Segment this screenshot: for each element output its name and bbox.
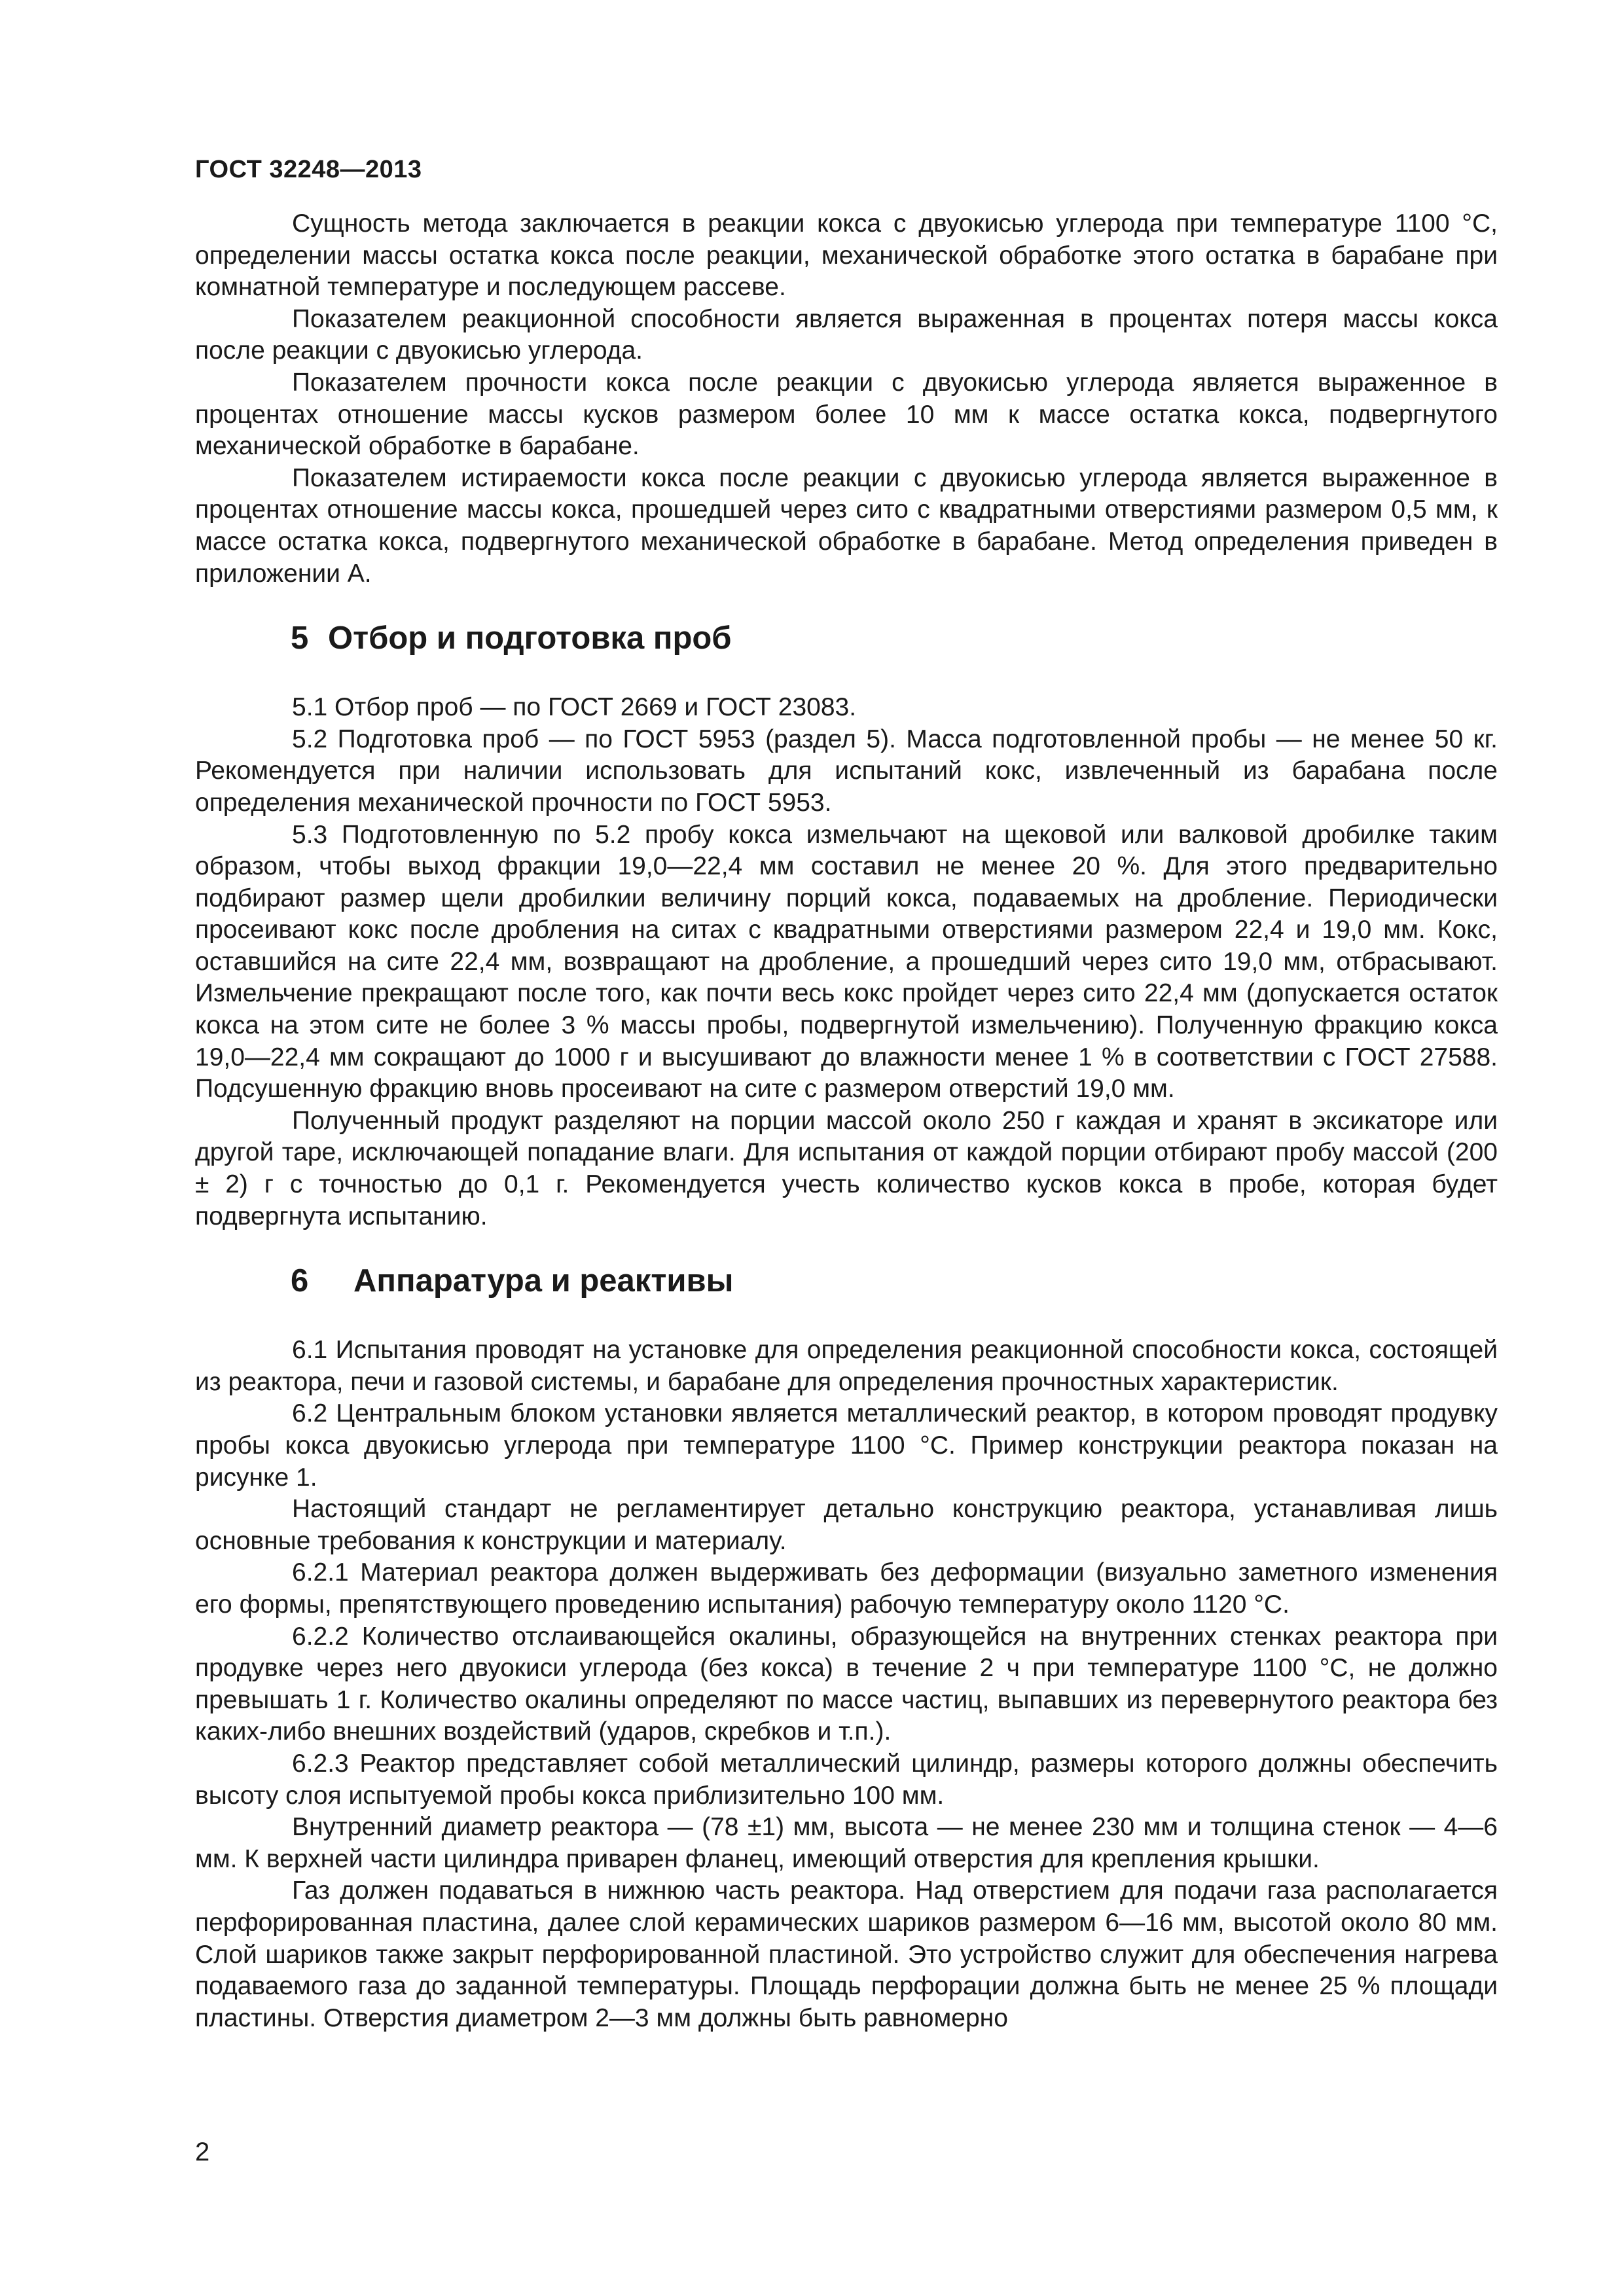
section-6-paragraph: 6.2.3 Реактор представляет собой металлический цилиндр, размеры которого должны обеспечить высоту слоя испытуемой пробы кокса приблизительно 100 мм. xyxy=(195,1749,1498,1810)
section-6-paragraph: Внутренний диаметр реактора — (78 ±1) мм, высота — не менее 230 мм и толщина стенок — 4—6 мм. К верхней части цилиндра приварен фланец, имеющий отверстия для крепления крышки. xyxy=(195,1813,1498,1873)
section-6-paragraph: Газ должен подаваться в нижнюю часть реактора. Над отверстием для подачи газа располагается перфорированная пластина, далее слой керамических шариков размером 6—16 мм, высотой около 80 мм. Слой шариков также закрыт перфорированной пластиной. Это устройство служит для обеспечения нагрева подаваемого газа до заданной температуры. Площадь перфорации должна быть не менее 25 % площади пластины. Отверстия диаметром 2—3 мм должны быть равномерно xyxy=(195,1876,1498,2032)
section-6-paragraph: 6.2.1 Материал реактора должен выдерживать без деформации (визуально заметного изменения его формы, препятствующего проведению испытания) рабочую температуру около 1120 °С. xyxy=(195,1558,1498,1619)
section-6-paragraph: 6.1 Испытания проводят на установке для определения реакционной способности кокса, состоящей из реактора, печи и газовой системы, и барабане для определения прочностных характеристик. xyxy=(195,1336,1498,1396)
section-6-paragraph: Настоящий стандарт не регламентирует детально конструкцию реактора, устанавливая лишь основные требования к конструкции и материалу. xyxy=(195,1495,1498,1555)
section-5-paragraph: Полученный продукт разделяют на порции массой около 250 г каждая и хранят в эксикаторе или другой таре, исключающей попадание влаги. Для испытания от каждой порции отбирают пробу массой (200 ± 2) г с точностью до 0,1 г. Рекомендуется учесть количество кусков кокса в пробе, которая будет подвергнута испытанию. xyxy=(195,1106,1498,1230)
section-5-paragraph: 5.3 Подготовленную по 5.2 пробу кокса измельчают на щековой или валковой дробилке таким образом, чтобы выход фракции 19,0—22,4 мм составил не менее 20 %. Для этого предварительно подбирают размер щели дробилкии величину порций кокса, подаваемых на дробление. Периодически просеивают кокс после дробления на ситах с квадратными отверстиями размером 22,4 и 19,0 мм. Кокс, оставшийся на сите 22,4 мм, возвращают на дробление, а прошедший через сито 19,0 мм, отбрасывают. Измельчение прекращают после того, как почти весь кокс пройдет через сито 22,4 мм (допускается остаток кокса на этом сите не более 3 % массы пробы, подвергнутой измельчению). Полученную фракцию кокса 19,0—22,4 мм сокращают до 1000 г и высушивают до влажности менее 1 % в соответствии с ГОСТ 27588. Подсушенную фракцию вновь просеивают на сите с размером отверстий 19,0 мм. xyxy=(195,820,1498,1103)
intro-paragraph: Показателем прочности кокса после реакции с двуокисью углерода является выраженное в процентах отношение массы кусков размером более 10 мм к массе остатка кокса, подвергнутого механической обработке в барабане. xyxy=(195,368,1498,461)
document-body xyxy=(195,208,1498,2034)
section-6-number: 6 xyxy=(291,1263,309,1299)
page-number: 2 xyxy=(195,2138,210,2166)
intro-paragraph: Сущность метода заключается в реакции кокса с двуокисью углерода при температуре 1100 °С, определении массы остатка кокса после реакции, механической обработке этого остатка в барабане при комнатной температуре и последующем рассеве. xyxy=(195,209,1498,302)
section-5-heading xyxy=(195,619,1498,658)
section-5-paragraph: 5.2 Подготовка проб — по ГОСТ 5953 (раздел 5). Масса подготовленной пробы — не менее 50 кг. Рекомендуется при наличии использовать для испытаний кокс, извлеченный из барабана после определения механической прочности по ГОСТ 5953. xyxy=(195,725,1498,817)
document-header: ГОСТ 32248—2013 xyxy=(195,156,422,183)
intro-paragraph: Показателем реакционной способности является выраженная в процентах потеря массы кокса после реакции с двуокисью углерода. xyxy=(195,304,1498,365)
section-6-heading xyxy=(195,1261,1498,1300)
section-6-title: Аппаратура и реактивы xyxy=(353,1263,734,1299)
section-6-paragraph: 6.2 Центральным блоком установки является металлический реактор, в котором проводят продувку пробы кокса двуокисью углерода при температуре 1100 °С. Пример конструкции реактора показан на рисунке 1. xyxy=(195,1399,1498,1492)
intro-paragraph: Показателем истираемости кокса после реакции с двуокисью углерода является выраженное в процентах отношение массы кокса, прошедшей через сито с квадратными отверстиями размером 0,5 мм, к массе остатка кокса, подвергнутого механической обработке в барабане. Метод определения приведен в приложении А. xyxy=(195,463,1498,588)
section-6-paragraph: 6.2.2 Количество отслаивающейся окалины, образующейся на внутренних стенках реактора при продувке через него двуокиси углерода (без кокса) в течение 2 ч при температуре 1100 °С, не должно превышать 1 г. Количество окалины определяют по массе частиц, выпавших из перевернутого реактора без каких-либо внешних воздействий (ударов, скребков и т.п.). xyxy=(195,1622,1498,1746)
section-5-paragraph: 5.1 Отбор проб — по ГОСТ 2669 и ГОСТ 23083. xyxy=(292,693,857,722)
section-5-number: 5 xyxy=(291,620,309,656)
section-5-title: Отбор и подготовка проб xyxy=(328,620,732,656)
